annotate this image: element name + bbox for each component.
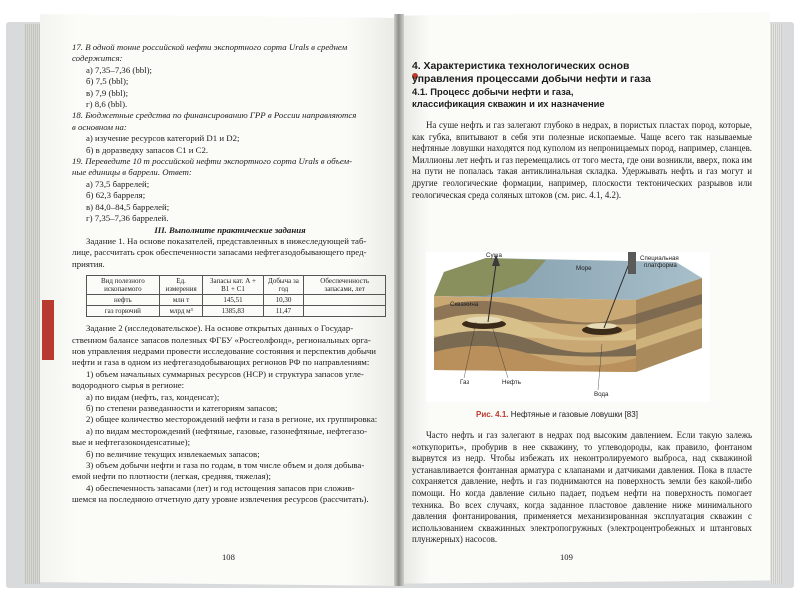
text-line: 18. Бюджетные средства по финансированию ГРР в России направляются xyxy=(72,110,357,121)
oil-gas-traps-figure xyxy=(426,252,710,402)
bookmark-ribbon xyxy=(42,300,54,360)
chapter-title-line-2: управления процессами добычи нефти и газа xyxy=(412,74,651,85)
text-line: Задание 1. На основе показателей, представленных в нижеследующей таб- xyxy=(86,235,367,246)
left-page-text xyxy=(72,42,388,506)
paragraph-1: На суше нефть и газ залегают глубоко в недрах, в пористых пластах пород, которые, как губка, впитывают в себя эти полезные ископаемые. Чаще всего так называемые нефтяные ловушки находятся под куполом из непроницаемых пород, например, сланцев. Миллионы лет нефть и газ перемещались от того места, где они возникли, вверх, пока им на пути не попалась такая антиклинальная складка. Удержывать нефть и газ могут и другие геологические формации, например, плоскости тектонических разрывов или геологическая среда соляных штоков (см. рис. 4.1, 4.2). xyxy=(412,120,752,200)
text-line: 2) общее количество месторождений нефти и газа в регионе, их группировка: xyxy=(86,414,378,425)
offshore-platform xyxy=(628,252,636,274)
label-platform-2: платформа xyxy=(644,262,677,269)
text-line: а) изучение ресурсов категорий D1 и D2; xyxy=(86,133,240,144)
table-cell: млрд м³ xyxy=(159,306,203,317)
page-number-left: 108 xyxy=(222,552,235,562)
text-line: б) 62,3 барреля; xyxy=(86,190,146,201)
text-line: ственном балансе запасов полезных ФГБУ «Росгеолфонд», региональных орга- xyxy=(72,334,371,345)
table-cell: газ горючий xyxy=(87,306,160,317)
label-oil: Нефть xyxy=(502,379,521,386)
text-line: 4) обеспеченность запасами (лет) и год истощения запасов при сложив- xyxy=(86,482,355,493)
paragraph-2: Часто нефть и газ залегают в недрах под высоким давлением. Если такую залежь «откупорить», пробурив в нее скважину, то углеводороды, как правило, фонтаном вырвутся из недр. Чтобы избежать их неконтролируемого выброса, над скважиной устанавливается фонтанная арматура с клапанами и датчиками давления. Пока в пласте сохраняется давление, нефть и газ поднимаются на поверхность земли без какой-либо помощи. Но когда давление сильно падает, подъем нефти на поверхность помогает техника. Во всех случаях, когда заданное пластовое давление ниже минимального давления фонтанирования, применяется механизированная эксплуатация скважин с использованием скважинных электропогружных (электроцентробежных и штанговых плунжерных) насосов. xyxy=(412,430,752,545)
table-body xyxy=(87,295,386,317)
text-line: приятия. xyxy=(72,258,105,269)
reserves-table xyxy=(86,275,386,317)
text-line: в) 7,9 (bbl); xyxy=(86,87,129,98)
label-well: Скважина xyxy=(450,301,479,308)
text-line: а) по видам месторождений (нефтяные, газовые, газонефтяные, нефтегазо- xyxy=(86,425,368,436)
table-header-cell: Ед. измерения xyxy=(159,276,203,295)
text-line: г) 7,35–7,36 баррелей. xyxy=(86,213,169,224)
label-land: Суша xyxy=(486,252,502,259)
text-line: 17. В одной тонне российской нефти экспортного сорта Urals в среднем xyxy=(72,42,348,52)
text-line: г) 8,6 (bbl). xyxy=(86,99,128,110)
table-header-cell: Вид полезного ископаемого xyxy=(87,276,160,295)
table-cell: 145,51 xyxy=(203,295,263,306)
chapter-title-line-1: 4. Характеристика технологических основ xyxy=(412,61,630,72)
table-cell: 11,47 xyxy=(263,306,304,317)
text-line: б) по степени разведанности и категориям запасов; xyxy=(86,402,278,413)
table-header-cell: Обеспеченность запасами, лет xyxy=(304,276,386,295)
table-cell xyxy=(304,295,386,306)
text-line: лице, рассчитать срок обеспеченности запасами нефтегазодобывающего пред- xyxy=(72,247,367,258)
text-line: а) 7,35–7,36 (bbl); xyxy=(86,64,152,75)
text-line: 3) объем добычи нефти и газа по годам, в том числе объем и доля добыва- xyxy=(86,460,365,470)
table-row xyxy=(87,306,386,317)
task-block xyxy=(72,323,388,506)
text-line: Задание 2 (исследовательское). На основе открытых данных о Государ- xyxy=(86,323,354,334)
text-line: нефти и газа в одном из нефтегазодобывающих регионов РФ по направлениям: xyxy=(72,357,370,368)
text-line: б) в доразведку запасов С1 и С2. xyxy=(86,144,209,155)
table-row xyxy=(87,295,386,306)
figure-caption xyxy=(476,410,638,419)
table-header-row xyxy=(87,276,386,295)
text-line: ные единицы в баррели. Ответ: xyxy=(72,167,192,178)
text-line: емой нефти по плотности (легкая, средняя, тяжелая); xyxy=(72,471,271,482)
text-line: III. Выполните практические задания xyxy=(154,224,306,235)
text-line: а) 73,5 баррелей; xyxy=(86,178,150,189)
text-line: а) по видам (нефть, газ, конденсат); xyxy=(86,391,220,402)
label-platform-1: Специальная xyxy=(640,255,679,262)
table-cell: 1385,83 xyxy=(203,306,263,317)
section-title-line-1: 4.1. Процесс добычи нефти и газа, xyxy=(412,86,574,97)
text-line: шемся на последнюю отчетную дату уровне извлечения ресурсов (рассчитать). xyxy=(72,494,369,505)
right-page-text xyxy=(412,60,752,201)
text-line: в) 84,0–84,5 баррелей; xyxy=(86,201,170,212)
caption-text: Нефтяные и газовые ловушки [83] xyxy=(510,410,638,419)
section-title-line-2: классификация скважин и их назначение xyxy=(412,98,605,109)
caption-number: Рис. 4.1. xyxy=(476,410,509,419)
gas-cap xyxy=(466,317,502,324)
text-line: водородного сырья в регионе: xyxy=(72,380,185,391)
label-water: Вода xyxy=(594,391,609,398)
left-page-edges xyxy=(24,24,40,584)
right-page-edges xyxy=(770,24,782,584)
text-line: вые и нефтегазоконденсатные); xyxy=(72,437,191,448)
text-line: содержится: xyxy=(72,53,123,64)
text-line: в основном на: xyxy=(72,121,127,132)
table-header-cell: Добыча за год xyxy=(263,276,304,295)
questions-block xyxy=(72,42,388,270)
table-cell xyxy=(304,306,386,317)
label-gas: Газ xyxy=(460,379,470,386)
table-cell: 10,30 xyxy=(263,295,304,306)
page-number-right: 109 xyxy=(560,552,573,562)
text-line: нов управления недрами провести исследование состояния и перспектив добычи xyxy=(72,345,377,356)
table-cell: нефть xyxy=(87,295,160,306)
text-line: б) по величине текущих извлекаемых запасов; xyxy=(86,448,260,459)
book-gutter xyxy=(394,14,404,586)
label-sea: Море xyxy=(576,265,592,272)
text-line: 1) объем начальных суммарных ресурсов (НСР) и структура запасов угле- xyxy=(86,368,364,379)
table-cell: млн т xyxy=(159,295,203,306)
table-header-cell: Запасы кат. А + В1 + С1 xyxy=(203,276,263,295)
text-line: б) 7,5 (bbl); xyxy=(86,76,129,87)
text-line: 19. Переведите 10 т российской нефти экспортного сорта Urals в объем- xyxy=(72,156,353,167)
